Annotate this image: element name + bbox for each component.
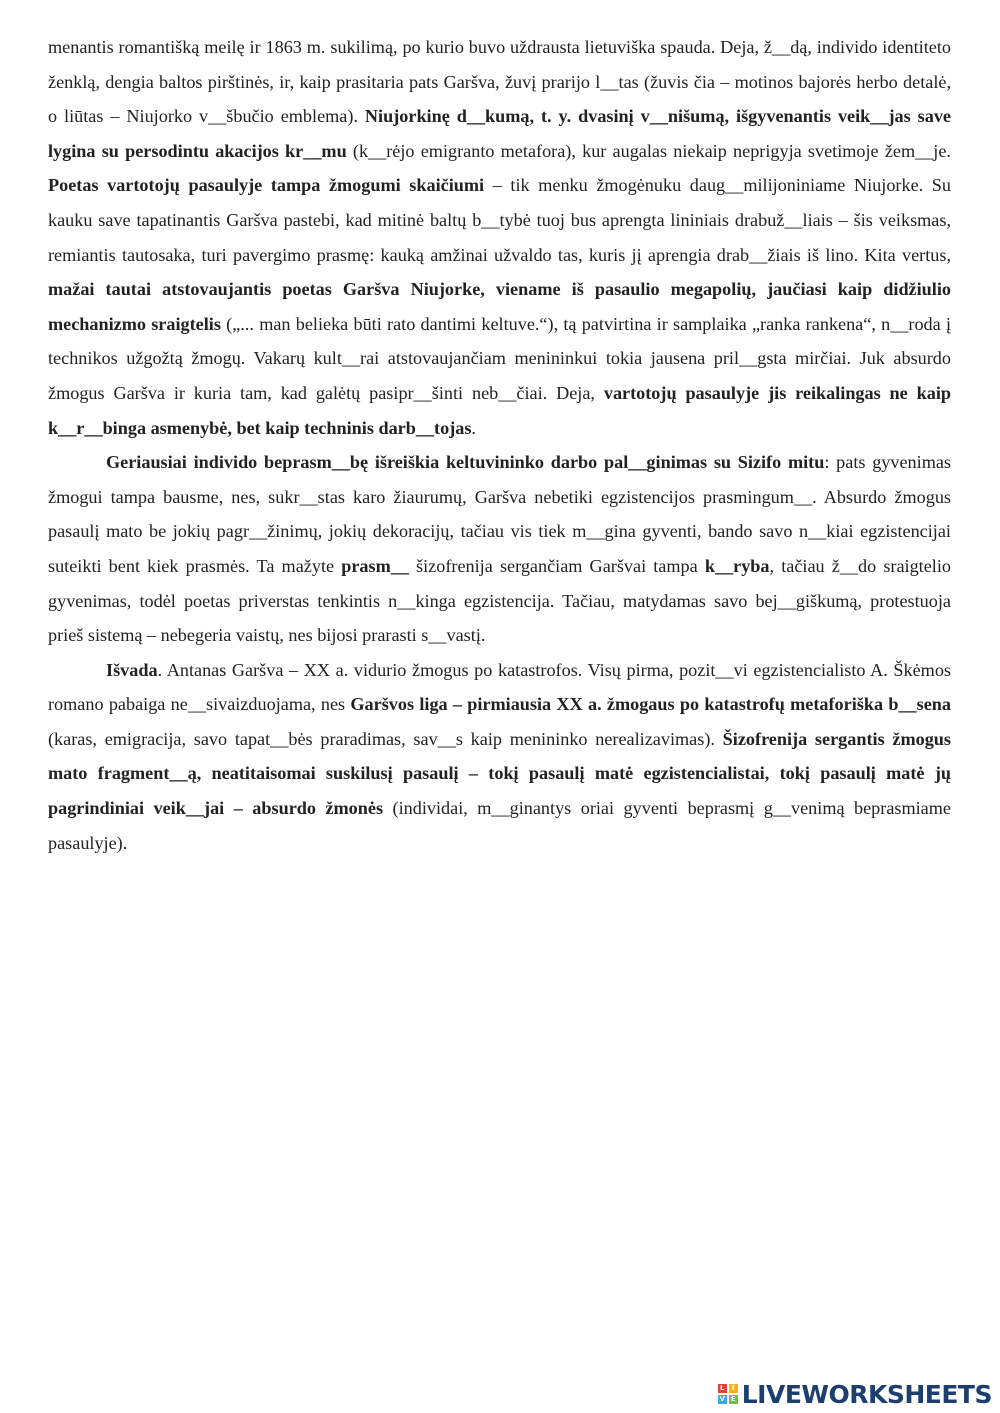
- text-run: (individai, m__ginantys oriai gyventi beprasmį g__venimą beprasmiame pasaulyje).: [48, 798, 951, 853]
- bold-phrase: Šizofrenija sergantis žmogus mato fragment__ą, neatitaisomai suskilusį pasaulį – tokį pasaulį matė egzistencialistai, tokį pasaulį matė jų pagrindiniai veik__jai – absurdo žmonės: [48, 728, 951, 819]
- bold-phrase: prasm__: [341, 555, 409, 576]
- live-grid-icon: [718, 1384, 738, 1404]
- paragraph-3: [48, 653, 951, 861]
- bold-phrase: vartotojų pasaulyje jis reikalingas ne kaip k__r__binga asmenybė, bet kaip techninis darb__tojas: [48, 382, 951, 438]
- bold-phrase: Geriausiai individo beprasm__bę išreiškia keltuvininko darbo pal__ginimas su Sizifo mitu: [106, 452, 825, 473]
- logo-tile: I: [729, 1384, 738, 1393]
- worksheet-text: [48, 30, 951, 860]
- text-run: .: [471, 417, 476, 438]
- logo-tile: V: [719, 1395, 725, 1403]
- brand-name: LIVEWORKSHEETS: [741, 1379, 992, 1409]
- text-run: („... man belieka būti rato dantimi keltuve.“), tą patvirtina ir samplaika „ranka rankena“, n__roda į technikos užgožtą žmogų. Vakarų kult__rai atstovaujančiam menininkui tokia jausena pril__gsta mirčiai. Juk absurdo žmogus Garšva ir kuria tam, kad galėtų pasipr__šinti neb__čiai. Deja,: [48, 313, 951, 403]
- text-run: : pats gyvenimas žmogui tampa bausme, nes, sukr__stas karo žiaurumų, Garšva nebetiki egzistencijos prasmingum__. Absurdo žmogus pasaulį mato be jokių pagr__žinimų, jokių dekoracijų, tačiau vis tiek m__gina gyventi, bando savo n__kiai egzistencijai suteikti bent kiek prasmės. Ta mažyte: [48, 452, 951, 576]
- bold-phrase: Garšvos liga – pirmiausia XX a. žmogaus po katastrofų metaforiška b__sena: [350, 694, 951, 715]
- liveworksheets-logo: [718, 1378, 992, 1410]
- bold-phrase: Išvada: [106, 659, 158, 680]
- text-run: menantis romantišką meilę ir 1863 m. sukilimą, po kurio buvo uždrausta lietuviška spauda. Deja, ž__dą, individo identiteto ženklą, dengia baltos pirštinės, ir, kaip prasitaria pats Garšva, žuvį prarijo l__tas (žuvis čia – motinos bajorės herbo detalė, o liūtas – Niujorko v__šbučio emblema).: [48, 37, 951, 127]
- bold-phrase: Poetas vartotojų pasaulyje tampa žmogumi skaičiumi: [48, 175, 485, 196]
- text-run: , tačiau ž__do sraigtelio gyvenimas, todėl poetas priverstas tenkintis n__kinga egzistencija. Tačiau, matydamas savo bej__giškumą, protestuoja prieš sistemą – nebegeria vaistų, nes bijosi prarasti s__vastį.: [48, 555, 952, 646]
- logo-tile: E: [729, 1395, 738, 1404]
- text-run: šizofrenija sergančiam Garšvai tampa: [408, 555, 705, 576]
- bold-phrase: k__ryba: [704, 555, 770, 576]
- logo-tile: L: [718, 1384, 727, 1393]
- paragraph-2: [48, 445, 951, 653]
- bold-phrase: mažai tautai atstovaujantis poetas Garšva Niujorke, viename iš pasaulio megapolių, jaučiasi kaip didžiulio mechanizmo sraigtelis: [48, 279, 951, 334]
- paragraph-1: [48, 30, 951, 445]
- text-run: – tik menku žmogėnuku daug__milijoniniame Niujorke. Su kauku save tapatinantis Garšva pastebi, kad mitinė baltų b__tybė tuoj bus aprengta lininiais drabuž__liais – šis veiksmas, remiantis tautosaka, turi pavergimo prasmę: kauką amžinai užvaldo tas, kuris jį aprengia drab__žiais iš lino. Kita vertus,: [48, 175, 952, 265]
- bold-phrase: Niujorkinę d__kumą, t. y. dvasinį v__nišumą, išgyvenantis veik__jas save lygina su persodintu akacijos kr__mu: [48, 106, 951, 161]
- text-run: (k__rėjo emigranto metafora), kur augalas niekaip neprigyja svetimoje žem__je.: [346, 140, 951, 161]
- text-run: . Antanas Garšva – XX a. vidurio žmogus po katastrofos. Visų pirma, pozit__vi egzistencialisto A. Škėmos romano pabaiga ne__sivaizduojama, nes: [48, 659, 951, 715]
- text-run: (karas, emigracija, savo tapat__bės praradimas, sav__s kaip menininko nerealizavimas).: [48, 728, 723, 749]
